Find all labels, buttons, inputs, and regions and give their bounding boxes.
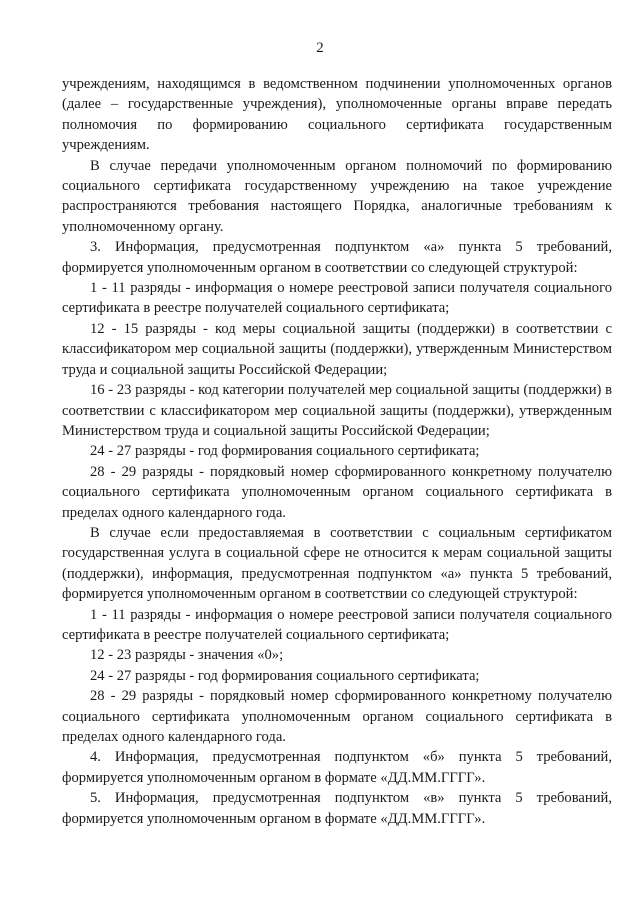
paragraph-digits-24-27: 24 - 27 разряды - год формирования социального сертификата; bbox=[90, 443, 480, 460]
paragraph-alt-digits-1-11: 1 - 11 разряды - информация о номере реестровой записи получателя социального сертификата в реестре получателей социального сертификата; bbox=[62, 606, 612, 643]
paragraph-alt-digits-28-29: 28 - 29 разряды - порядковый номер сформированного конкретному получателю социального сертификата уполномоченным органом социального сертификата в пределах одного календарного года. bbox=[62, 688, 612, 745]
paragraph-digits-1-11: 1 - 11 разряды - информация о номере реестровой записи получателя социального сертификата в реестре получателей социального сертификата; bbox=[62, 280, 612, 317]
paragraph-continuation: учреждениям, находящимся в ведомственном подчинении уполномоченных органов (далее – государственные учреждения), уполномоченные органы вправе передать полномочия по формированию социального сертификата государственным учреждениям. bbox=[62, 76, 612, 154]
paragraph-digits-28-29: 28 - 29 разряды - порядковый номер сформированного конкретному получателю социального сертификата уполномоченным органом социального сертификата в пределах одного календарного года. bbox=[62, 463, 612, 521]
document-body bbox=[62, 74, 612, 829]
paragraph-delegation: В случае передачи уполномоченным органом полномочий по формированию социального сертификата государственному учреждению на такое учреждение распространяются требования настоящего Порядка, аналогичные требованиям к уполномоченному органу. bbox=[62, 157, 612, 235]
page-number: 2 bbox=[316, 40, 324, 56]
paragraph-alt-digits-24-27: 24 - 27 разряды - год формирования социального сертификата; bbox=[90, 667, 480, 684]
paragraph-alt-digits-12-23: 12 - 23 разряды - значения «0»; bbox=[90, 647, 284, 664]
paragraph-item-5: 5. Информация, предусмотренная подпунктом «в» пункта 5 требований, формируется уполномоченным органом в формате «ДД.ММ.ГГГГ». bbox=[62, 790, 612, 827]
paragraph-item-3: 3. Информация, предусмотренная подпунктом «а» пункта 5 требований, формируется уполномоченным органом в соответствии со следующей структурой: bbox=[62, 239, 612, 276]
paragraph-non-social-case: В случае если предоставляемая в соответствии с социальным сертификатом государственная услуга в социальной сфере не относится к мерам социальной защиты (поддержки), информация, предусмотренная подпунктом «а» пункта 5 требований, формируется уполномоченным органом в соответствии со следующей структурой: bbox=[62, 524, 612, 603]
paragraph-digits-16-23: 16 - 23 разряды - код категории получателей мер социальной защиты (поддержки) в соответствии с классификатором мер социальной защиты (поддержки), утвержденным Министерством труда и социальной защиты Российской Федерации; bbox=[62, 382, 612, 439]
paragraph-item-4: 4. Информация, предусмотренная подпунктом «б» пункта 5 требований, формируется уполномоченным органом в формате «ДД.ММ.ГГГГ». bbox=[62, 749, 612, 786]
paragraph-digits-12-15: 12 - 15 разряды - код меры социальной защиты (поддержки) в соответствии с классификатором мер социальной защиты (поддержки), утвержденным Министерством труда и социальной защиты Российской Федерации; bbox=[62, 320, 612, 378]
